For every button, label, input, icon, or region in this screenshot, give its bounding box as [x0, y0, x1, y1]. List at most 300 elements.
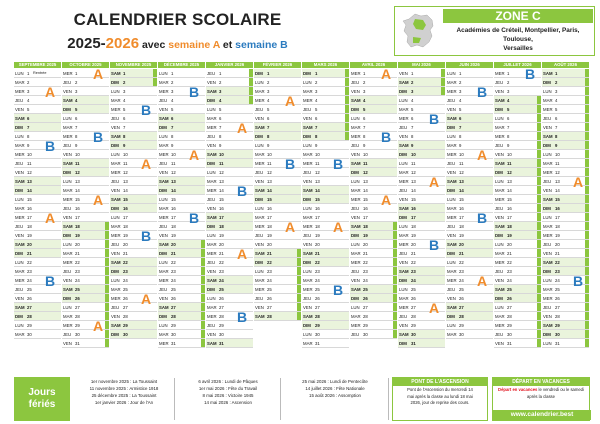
day-number: 27	[75, 305, 80, 310]
day-cell	[14, 69, 61, 78]
month-column	[494, 62, 542, 374]
day-name: JEU	[63, 206, 72, 211]
vacation-marker	[585, 258, 589, 267]
day-cell	[158, 303, 205, 312]
vacation-marker	[297, 249, 301, 258]
day-name: VEN	[303, 116, 312, 121]
day-number: 19	[459, 233, 464, 238]
day-name: LUN	[207, 296, 216, 301]
year-start: 2025-	[67, 35, 106, 52]
day-cell	[62, 258, 109, 267]
day-number: 24	[123, 278, 128, 283]
day-name: JEU	[543, 305, 552, 310]
day-number: 6	[27, 116, 30, 121]
day-name: LUN	[399, 98, 408, 103]
france-map-icon	[399, 11, 439, 51]
day-cell	[110, 312, 157, 321]
day-number: 26	[75, 296, 80, 301]
day-cell	[542, 330, 589, 339]
day-number: 25	[363, 287, 368, 292]
day-cell	[398, 321, 445, 330]
day-cell	[350, 258, 397, 267]
holiday-item: 14 mai 2026 : Ascension	[204, 400, 252, 405]
day-number: 27	[219, 305, 224, 310]
vacation-marker	[585, 123, 589, 132]
day-name: MAR	[303, 89, 313, 94]
day-cell	[158, 312, 205, 321]
day-name: SAM	[207, 152, 217, 157]
day-number: 8	[363, 134, 366, 139]
day-number: 20	[267, 242, 272, 247]
vacation-marker	[201, 321, 205, 330]
day-number: 13	[75, 179, 80, 184]
week-letter: A	[141, 156, 152, 172]
day-name: SAM	[63, 224, 73, 229]
day-number: 31	[75, 341, 80, 346]
day-cell	[446, 231, 493, 240]
day-cell	[158, 186, 205, 195]
day-number: 2	[363, 80, 366, 85]
day-cell	[398, 276, 445, 285]
day-number: 2	[411, 80, 414, 85]
day-name: VEN	[207, 143, 216, 148]
day-number: 20	[555, 242, 560, 247]
vacation-marker	[201, 312, 205, 321]
day-number: 9	[555, 143, 558, 148]
pont-text-2: mai après la classe au lundi 18 mai	[407, 393, 473, 399]
day-name: LUN	[63, 179, 72, 184]
day-number: 26	[411, 296, 416, 301]
day-number: 30	[75, 332, 80, 337]
day-cell	[494, 168, 541, 177]
vacation-marker	[537, 168, 541, 177]
day-number: 14	[555, 188, 560, 193]
day-cell	[446, 69, 493, 78]
day-number: 12	[171, 170, 176, 175]
day-cell	[494, 159, 541, 168]
vacation-marker	[537, 249, 541, 258]
day-number: 26	[507, 296, 512, 301]
month-column	[14, 62, 62, 374]
day-name: LUN	[255, 206, 264, 211]
day-name: LUN	[63, 242, 72, 247]
vacation-marker	[585, 177, 589, 186]
day-name: SAM	[207, 278, 217, 283]
day-number: 29	[27, 323, 32, 328]
day-name: MAR	[111, 98, 121, 103]
day-name: SAM	[111, 71, 121, 76]
day-number: 16	[27, 206, 32, 211]
day-name: JEU	[351, 80, 360, 85]
day-name: DIM	[255, 197, 263, 202]
vacation-marker	[537, 177, 541, 186]
day-number: 19	[219, 233, 224, 238]
day-number: 1	[315, 71, 318, 76]
day-number: 24	[363, 278, 368, 283]
day-name: LUN	[303, 143, 312, 148]
day-name: MAR	[447, 206, 457, 211]
day-number: 31	[411, 341, 416, 346]
day-number: 5	[411, 107, 414, 112]
vacation-marker	[201, 249, 205, 258]
vacation-marker	[441, 78, 445, 87]
month-header: JANVIER 2026	[206, 62, 253, 68]
day-name: DIM	[399, 152, 407, 157]
day-name: DIM	[495, 107, 503, 112]
day-number: 3	[27, 89, 30, 94]
day-name: JEU	[447, 224, 456, 229]
day-name: JEU	[351, 143, 360, 148]
day-cell	[206, 276, 253, 285]
day-name: MAR	[255, 215, 265, 220]
day-name: MAR	[207, 179, 217, 184]
day-cell	[302, 141, 349, 150]
day-number: 29	[219, 323, 224, 328]
day-name: DIM	[207, 287, 215, 292]
vacation-marker	[393, 249, 397, 258]
day-cell	[158, 249, 205, 258]
day-cell	[14, 114, 61, 123]
day-name: MER	[207, 125, 217, 130]
day-number: 25	[75, 287, 80, 292]
day-number: 27	[411, 305, 416, 310]
day-name: SAM	[15, 179, 25, 184]
day-number: 26	[555, 296, 560, 301]
day-cell	[14, 330, 61, 339]
day-cell	[350, 267, 397, 276]
day-number: 30	[219, 332, 224, 337]
day-number: 26	[315, 296, 320, 301]
day-name: JEU	[207, 71, 216, 76]
week-letter: B	[525, 66, 536, 82]
day-name: VEN	[207, 80, 216, 85]
day-cell	[62, 168, 109, 177]
day-cell	[494, 231, 541, 240]
day-number: 27	[123, 305, 128, 310]
month-column	[62, 62, 110, 374]
month-column	[542, 62, 590, 374]
day-name: DIM	[351, 107, 359, 112]
day-name: JEU	[255, 296, 264, 301]
vacation-marker	[201, 258, 205, 267]
day-cell	[62, 276, 109, 285]
vacation-marker	[537, 258, 541, 267]
day-number: 6	[459, 116, 462, 121]
day-name: VEN	[303, 179, 312, 184]
day-cell	[494, 267, 541, 276]
zone-academies	[443, 26, 593, 53]
day-number: 11	[363, 161, 368, 166]
day-number: 3	[555, 89, 558, 94]
day-number: 18	[411, 224, 416, 229]
day-cell	[62, 285, 109, 294]
week-letter: A	[45, 210, 56, 226]
day-cell	[350, 249, 397, 258]
day-cell	[206, 339, 253, 348]
vacation-marker	[585, 78, 589, 87]
day-number: 12	[507, 170, 512, 175]
day-number: 26	[267, 296, 272, 301]
day-name: MER	[351, 197, 361, 202]
holidays-col-3	[282, 378, 389, 420]
day-name: SAM	[543, 71, 553, 76]
week-letter: A	[381, 192, 392, 208]
day-number: 24	[171, 278, 176, 283]
vacation-marker	[105, 222, 109, 231]
day-number: 29	[123, 323, 128, 328]
week-letter: A	[189, 147, 200, 163]
day-number: 13	[171, 179, 176, 184]
day-number: 25	[267, 287, 272, 292]
day-name: SAM	[111, 134, 121, 139]
week-letter: A	[429, 300, 440, 316]
day-name: LUN	[543, 278, 552, 283]
day-name: MAR	[159, 80, 169, 85]
day-cell	[206, 96, 253, 105]
day-cell	[110, 87, 157, 96]
day-cell	[206, 87, 253, 96]
day-cell	[62, 249, 109, 258]
day-number: 5	[171, 107, 174, 112]
day-name: JEU	[207, 260, 216, 265]
day-name: MAR	[15, 206, 25, 211]
day-cell	[350, 240, 397, 249]
day-cell	[302, 321, 349, 330]
day-number: 8	[171, 134, 174, 139]
day-cell	[14, 168, 61, 177]
day-number: 17	[315, 215, 320, 220]
day-cell	[494, 285, 541, 294]
day-cell	[158, 114, 205, 123]
day-name: LUN	[111, 215, 120, 220]
day-name: MAR	[255, 152, 265, 157]
day-name: JEU	[543, 116, 552, 121]
vacation-marker	[537, 303, 541, 312]
day-number: 10	[315, 152, 320, 157]
day-number: 23	[411, 269, 416, 274]
day-name: MER	[159, 152, 169, 157]
day-name: MAR	[15, 80, 25, 85]
day-number: 21	[411, 251, 416, 256]
vacation-marker	[249, 78, 253, 87]
day-number: 21	[555, 251, 560, 256]
day-number: 1	[411, 71, 414, 76]
day-number: 15	[459, 197, 464, 202]
day-name: MAR	[207, 242, 217, 247]
day-cell	[302, 330, 349, 339]
day-number: 23	[459, 269, 464, 274]
month-column	[350, 62, 398, 374]
day-number: 26	[123, 296, 128, 301]
day-name: MER	[111, 296, 121, 301]
day-number: 25	[555, 287, 560, 292]
day-number: 1	[459, 71, 462, 76]
day-name: JEU	[15, 224, 24, 229]
day-name: MAR	[351, 125, 361, 130]
day-cell	[254, 123, 301, 132]
day-cell	[254, 132, 301, 141]
day-cell	[542, 213, 589, 222]
day-number: 20	[411, 242, 416, 247]
day-cell	[14, 321, 61, 330]
day-name: VEN	[207, 206, 216, 211]
day-number: 28	[267, 314, 272, 319]
day-name: SAM	[447, 116, 457, 121]
day-name: MAR	[15, 269, 25, 274]
day-name: VEN	[111, 251, 120, 256]
subtitle-text-2: et	[220, 39, 236, 51]
day-number: 3	[411, 89, 414, 94]
day-cell	[206, 168, 253, 177]
vacation-marker	[297, 267, 301, 276]
day-name: MAR	[207, 116, 217, 121]
day-cell	[254, 78, 301, 87]
day-number: 30	[315, 332, 320, 337]
holiday-item: 25 décembre 2025 : La Toussaint	[91, 393, 157, 398]
day-number: 7	[267, 125, 270, 130]
day-name: VEN	[447, 233, 456, 238]
day-number: 30	[411, 332, 416, 337]
day-number: 13	[459, 179, 464, 184]
holiday-item: 14 juillet 2026 : Fête Nationale	[305, 386, 365, 391]
day-number: 10	[27, 152, 32, 157]
day-name: DIM	[447, 188, 455, 193]
day-number: 7	[555, 125, 558, 130]
day-number: 18	[219, 224, 224, 229]
vacation-marker	[537, 276, 541, 285]
day-name: LUN	[447, 197, 456, 202]
week-letter: B	[477, 84, 488, 100]
vacation-marker	[201, 303, 205, 312]
vacation-marker	[585, 285, 589, 294]
day-name: DIM	[303, 71, 311, 76]
day-cell	[206, 213, 253, 222]
day-name: MAR	[447, 332, 457, 337]
day-cell	[110, 204, 157, 213]
day-cell	[158, 321, 205, 330]
vacation-marker	[537, 105, 541, 114]
day-cell	[110, 123, 157, 132]
day-cell	[158, 258, 205, 267]
vacation-marker	[345, 105, 349, 114]
day-cell	[350, 168, 397, 177]
day-name: MER	[255, 224, 265, 229]
holiday-item: 6 avril 2026 : Lundi de Pâques	[198, 379, 258, 384]
day-name: MER	[111, 233, 121, 238]
vacation-marker	[393, 294, 397, 303]
day-cell	[446, 330, 493, 339]
week-letter: B	[237, 183, 248, 199]
day-number: 2	[171, 80, 174, 85]
day-cell	[398, 78, 445, 87]
day-name: JEU	[15, 287, 24, 292]
day-number: 16	[75, 206, 80, 211]
day-cell	[254, 294, 301, 303]
vacation-marker	[585, 312, 589, 321]
vacation-marker	[105, 240, 109, 249]
vacation-marker	[201, 276, 205, 285]
week-letter: A	[141, 291, 152, 307]
day-number: 18	[267, 224, 272, 229]
day-number: 30	[363, 332, 368, 337]
day-cell	[494, 249, 541, 258]
depart-text	[493, 386, 589, 401]
day-number: 7	[411, 125, 414, 130]
week-letter: A	[93, 192, 104, 208]
day-cell	[206, 141, 253, 150]
day-name: JEU	[303, 296, 312, 301]
day-name: JEU	[495, 269, 504, 274]
day-name: JEU	[63, 269, 72, 274]
day-name: LUN	[543, 341, 552, 346]
site-link[interactable]: www.calendrier.best	[493, 410, 591, 420]
day-cell	[350, 222, 397, 231]
day-number: 27	[267, 305, 272, 310]
day-name: JEU	[15, 161, 24, 166]
day-number: 14	[411, 188, 416, 193]
day-number: 1	[123, 71, 126, 76]
day-name: VEN	[495, 215, 504, 220]
day-number: 27	[459, 305, 464, 310]
day-number: 3	[123, 89, 126, 94]
day-name: DIM	[159, 188, 167, 193]
day-cell	[158, 240, 205, 249]
day-cell	[350, 159, 397, 168]
day-cell	[62, 105, 109, 114]
vacation-marker	[537, 159, 541, 168]
day-name: JEU	[159, 287, 168, 292]
vacation-marker	[249, 87, 253, 96]
day-name: DIM	[159, 314, 167, 319]
day-cell	[302, 96, 349, 105]
vacation-marker	[393, 267, 397, 276]
day-name: MAR	[447, 80, 457, 85]
vacation-marker	[537, 222, 541, 231]
academies-line-2: Versailles	[503, 45, 533, 52]
day-cell	[398, 213, 445, 222]
day-number: 21	[27, 251, 32, 256]
day-cell	[398, 330, 445, 339]
day-number: 9	[171, 143, 174, 148]
week-a-label: semaine A	[168, 39, 220, 51]
vacation-marker	[537, 213, 541, 222]
day-name: SAM	[159, 242, 169, 247]
day-number: 1	[219, 71, 222, 76]
day-cell	[158, 69, 205, 78]
day-number: 13	[507, 179, 512, 184]
day-number: 8	[27, 134, 30, 139]
day-name: VEN	[399, 197, 408, 202]
day-name: DIM	[255, 260, 263, 265]
day-number: 24	[267, 278, 272, 283]
vacation-marker	[585, 339, 589, 348]
week-letter: B	[141, 102, 152, 118]
day-cell	[62, 339, 109, 348]
day-name: DIM	[63, 107, 71, 112]
day-cell	[14, 240, 61, 249]
day-name: JEU	[399, 314, 408, 319]
day-name: LUN	[543, 152, 552, 157]
month-header: SEPTEMBRE 2025	[14, 62, 61, 68]
day-name: MAR	[543, 161, 553, 166]
day-number: 22	[507, 260, 512, 265]
day-name: LUN	[159, 197, 168, 202]
day-name: JEU	[159, 161, 168, 166]
day-cell	[158, 168, 205, 177]
day-name: LUN	[303, 332, 312, 337]
day-name: DIM	[447, 314, 455, 319]
day-name: DIM	[159, 125, 167, 130]
